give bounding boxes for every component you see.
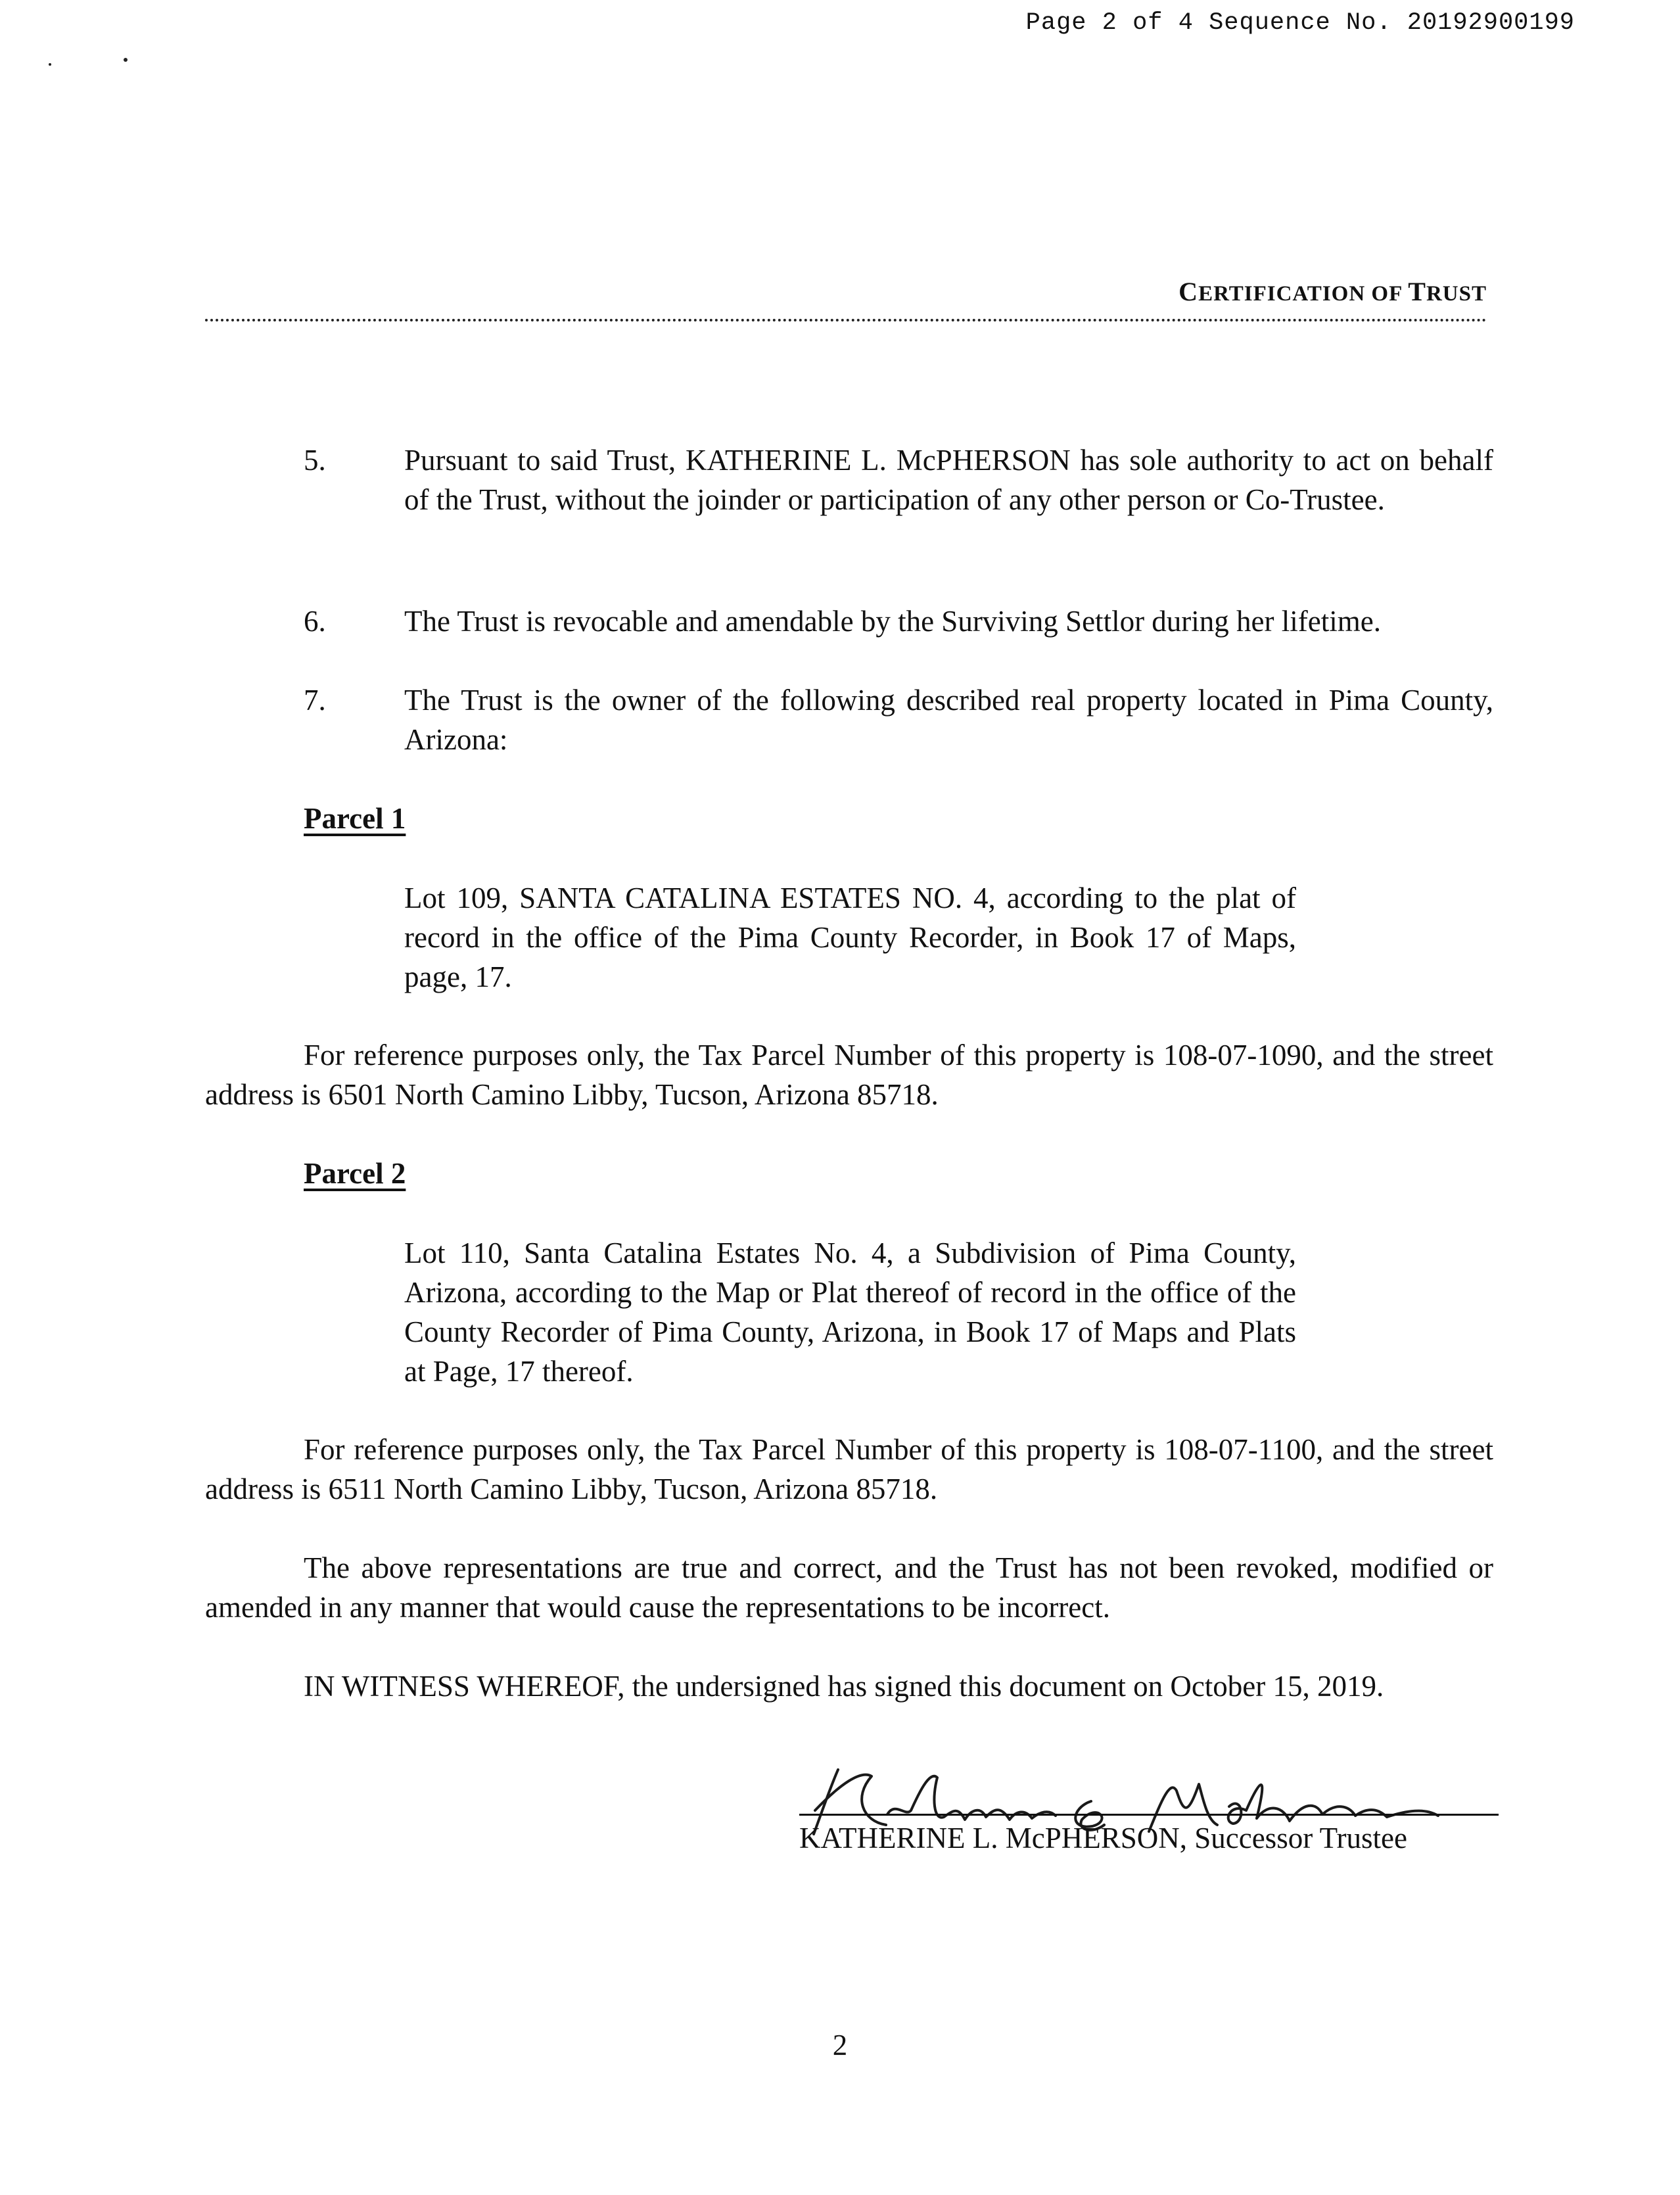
item-text: The Trust is revocable and amendable by the Surviving Settlor during her lifetime. [404,605,1381,638]
item-text: The Trust is the owner of the following described real property located in Pima County, Arizona: [404,684,1493,756]
scan-speck [49,63,51,66]
parcel-heading: Parcel 2 [304,1157,406,1190]
signature-line [799,1814,1499,1816]
header-divider [205,319,1487,321]
item-text: Pursuant to said Trust, KATHERINE L. McPHERSON has sole authority to act on behalf of the Trust, without the joinder or participation of any other person or Co-Trustee. [404,444,1493,516]
scan-speck [124,58,128,62]
document-title: CERTIFICATION OF TRUST [1178,277,1487,306]
witness-paragraph: IN WITNESS WHEREOF, the undersigned has signed this document on October 15, 2019. [304,1670,1384,1703]
reference-paragraph: For reference purposes only, the Tax Parcel Number of this property is 108-07-1090, and the street address is 6501 North Camino Libby, Tucson, Arizona 85718. [205,1039,1493,1111]
page-number: 2 [832,2029,848,2062]
signer-name: KATHERINE L. McPHERSON, Successor Trustee [799,1822,1407,1854]
reference-paragraph: For reference purposes only, the Tax Parcel Number of this property is 108-07-1100, and the street address is 6511 North Camino Libby, Tucson, Arizona 85718. [205,1433,1493,1505]
legal-description: Lot 109, SANTA CATALINA ESTATES NO. 4, according to the plat of record in the office of the Pima County Recorder, in Book 17 of Maps, page, 17. [404,882,1296,993]
item-number: 6. [304,605,326,638]
item-number: 7. [304,684,326,717]
legal-description: Lot 110, Santa Catalina Estates No. 4, a Subdivision of Pima County, Arizona, according to the Map or Plat thereof of record in the office of the County Recorder of Pima County, Arizona, in Book 17 of Maps and Plats at Page, 17 thereof. [404,1237,1296,1388]
recording-stamp: Page 2 of 4 Sequence No. 20192900199 [1025,9,1575,37]
parcel-heading: Parcel 1 [304,802,406,835]
item-number: 5. [304,444,326,477]
representation-paragraph: The above representations are true and correct, and the Trust has not been revoked, modified or amended in any manner that would cause the representations to be incorrect. [205,1551,1493,1624]
